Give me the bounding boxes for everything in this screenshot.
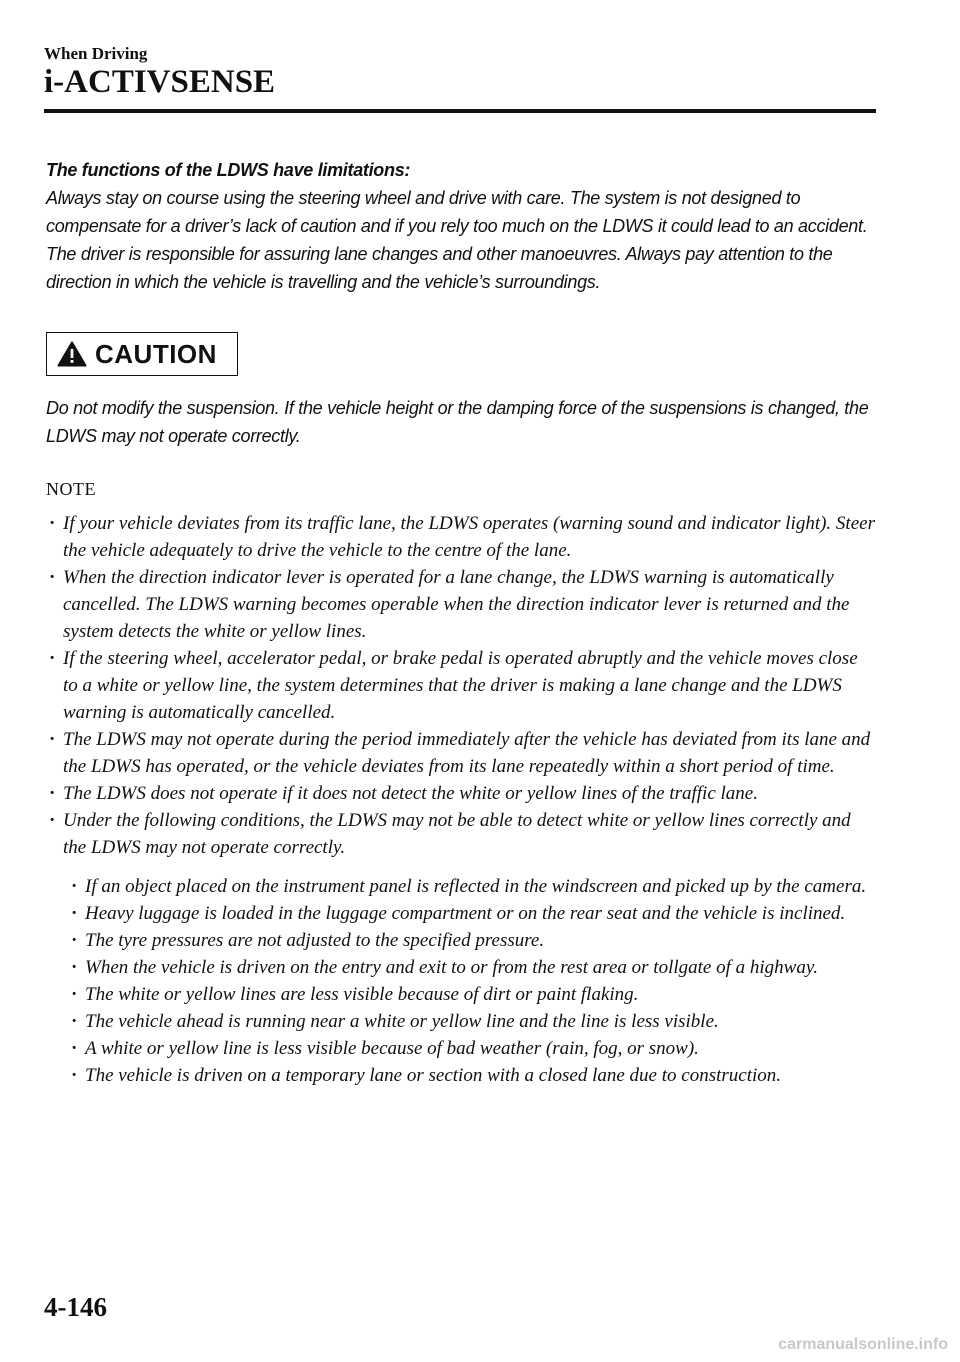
note-item: · When the direction indicator lever is operated for a lane change, the LDWS warning is automatically cancelled. The LDWS warning becomes operable when the direction indicator lever is returned and the system detects the white or yellow lines. bbox=[46, 564, 876, 645]
header-divider bbox=[44, 109, 876, 113]
note-item: · The LDWS does not operate if it does not detect the white or yellow lines of the traffic lane. bbox=[46, 780, 876, 807]
note-item: · The LDWS may not operate during the period immediately after the vehicle has deviated from its lane and the LDWS has operated, or the vehicle deviates from its lane repeatedly within a short period of time. bbox=[46, 726, 876, 780]
section-label: When Driving bbox=[44, 44, 148, 63]
note-item: · If the steering wheel, accelerator pedal, or brake pedal is operated abruptly and the vehicle moves close to a white or yellow line, the system determines that the driver is making a lane change and the LDWS warning is automatically cancelled. bbox=[46, 645, 876, 726]
condition-item: · When the vehicle is driven on the entry and exit to or from the rest area or tollgate of a highway. bbox=[68, 954, 876, 981]
condition-item: · The white or yellow lines are less visible because of dirt or paint flaking. bbox=[68, 981, 876, 1008]
page-number: 4-146 bbox=[44, 1292, 107, 1322]
note-list bbox=[46, 510, 876, 861]
site-watermark: carmanualsonline.info bbox=[778, 1336, 948, 1353]
condition-item: · The tyre pressures are not adjusted to the specified pressure. bbox=[68, 927, 876, 954]
caution-body: Do not modify the suspension. If the vehicle height or the damping force of the suspensions is changed, the LDWS may not operate correctly. bbox=[46, 398, 869, 446]
caution-badge bbox=[46, 332, 238, 376]
condition-item: · Heavy luggage is loaded in the luggage compartment or on the rear seat and the vehicle is inclined. bbox=[68, 900, 876, 927]
note-item: · Under the following conditions, the LDWS may not be able to detect white or yellow lines correctly and the LDWS may not operate correctly. bbox=[46, 807, 876, 861]
page-title: i-ACTIVSENSE bbox=[44, 64, 276, 100]
condition-item: · If an object placed on the instrument panel is reflected in the windscreen and picked up by the camera. bbox=[68, 873, 876, 900]
note-item: · If your vehicle deviates from its traffic lane, the LDWS operates (warning sound and indicator light). Steer the vehicle adequately to drive the vehicle to the centre of the lane. bbox=[46, 510, 876, 564]
warning-triangle-icon bbox=[57, 341, 87, 367]
condition-list bbox=[68, 873, 876, 1089]
condition-item: · The vehicle is driven on a temporary lane or section with a closed lane due to construction. bbox=[68, 1062, 876, 1089]
note-heading: NOTE bbox=[46, 479, 96, 499]
condition-item: · The vehicle ahead is running near a white or yellow line and the line is less visible. bbox=[68, 1008, 876, 1035]
warning-body: Always stay on course using the steering wheel and drive with care. The system is not designed to compensate for a driver’s lack of caution and if you rely too much on the LDWS it could lead to an accident. The driver is responsible for assuring lane changes and other manoeuvres. Always pay attention to the direction in which the vehicle is travelling and the vehicle’s surroundings. bbox=[46, 188, 868, 292]
condition-item: · A white or yellow line is less visible because of bad weather (rain, fog, or snow). bbox=[68, 1035, 876, 1062]
warning-heading: The functions of the LDWS have limitations: bbox=[46, 160, 411, 180]
caution-label: CAUTION bbox=[95, 338, 217, 369]
page-content bbox=[46, 156, 876, 1089]
